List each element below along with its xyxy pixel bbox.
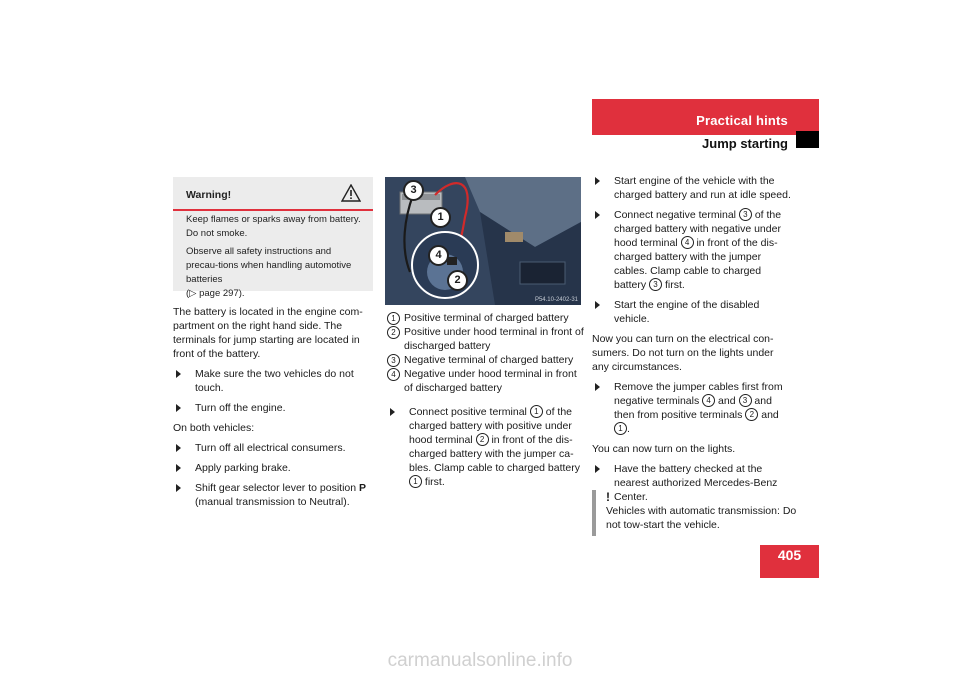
body-paragraph: Now you can turn on the electrical con-sumers. Do not turn on the lights under any circumstances. [592,333,774,373]
step-text: Turn off the engine. [195,402,286,414]
instruction-step [173,481,378,509]
header-section-box [592,99,819,135]
instruction-step [173,461,378,475]
step-text: of the charged battery with positive under hood terminal [409,406,573,446]
callout-number: 3 [387,354,400,367]
step-text: in front of the dis-charged battery with the jumper ca-bles. Clamp cable to charged battery [409,434,581,474]
bullet-arrow-icon [595,177,600,185]
callout-3: 3 [403,180,424,201]
step-text: . [627,423,630,435]
callout-number: 2 [745,408,758,421]
legend-item [387,311,585,325]
bullet-arrow-icon [595,383,600,391]
callout-number: 4 [387,368,400,381]
bullet-arrow-icon [176,404,181,412]
column-1 [173,305,378,515]
note-text: Vehicles with automatic transmission: Do not tow-start the vehicle. [606,505,797,531]
step-text: Apply parking brake. [195,462,291,474]
callout-number: 2 [476,433,489,446]
legend-text: Negative under hood terminal in front of discharged battery [404,368,577,394]
warning-body [186,213,365,305]
warning-text: Keep flames or sparks away from battery. Do not smoke. [186,214,361,239]
step-text: Turn off all electrical consumers. [195,442,346,454]
legend-item [387,367,585,395]
instruction-step [387,405,585,489]
instruction-step [173,401,378,415]
column-3 [592,174,792,510]
warning-title: Warning! [186,189,232,201]
callout-number: 4 [681,236,694,249]
callout-number: 1 [387,312,400,325]
callout-number: 3 [739,394,752,407]
callout-number: 2 [387,326,400,339]
bullet-arrow-icon [176,484,181,492]
step-text: (manual transmission to Neutral). [195,496,350,508]
legend-text: Positive under hood terminal in front of discharged battery [404,326,584,352]
note-exclamation-icon: ! [606,490,610,504]
thumb-tab [796,131,819,148]
step-text: Connect positive terminal [409,406,530,418]
bullet-arrow-icon [595,211,600,219]
legend-text: Negative terminal of charged battery [404,354,574,366]
step-text: Remove the jumper cables first from negative terminals [614,381,783,407]
bullet-arrow-icon [176,444,181,452]
step-text: Make sure the two vehicles do not touch. [195,368,354,394]
step-text: first. [422,476,445,488]
step-text: Start the engine of the disabled vehicle. [614,299,760,325]
bullet-arrow-icon [390,408,395,416]
step-text: and [758,409,779,421]
instruction-step [592,380,792,436]
callout-2: 2 [447,270,468,291]
legend-text: Positive terminal of charged battery [404,312,569,324]
step-text: first. [662,279,685,291]
step-text: Connect negative terminal [614,209,739,221]
step-text: and then from positive terminals [614,395,772,421]
bullet-arrow-icon [176,370,181,378]
instruction-step [592,298,792,326]
section-title: Practical hints [696,113,788,128]
bullet-arrow-icon [595,301,600,309]
legend-item [387,353,585,367]
instruction-step [173,367,378,395]
step-text: in front of the dis-charged battery with the jumper cables. Clamp cable to charged battery [614,237,778,291]
instruction-step [592,208,792,292]
figure-code: P54.10-2402-31 [534,297,578,303]
callout-1: 1 [430,207,451,228]
warning-text: Observe all safety instructions and precau-tions when handling automotive batteries [186,246,352,285]
warning-page-ref: (▷ page 297). [186,288,245,299]
warning-divider [173,209,373,211]
watermark: carmanualsonline.info [387,650,573,671]
step-text: Start engine of the vehicle with the charged battery and run at idle speed. [614,175,791,201]
instruction-step [173,441,378,455]
step-text: and [715,395,739,407]
callout-number: 1 [614,422,627,435]
intro-paragraph: The battery is located in the engine com-partment on the right hand side. The terminals for jump starting are located in front of the battery. [173,306,363,360]
jump-start-illustration [385,177,581,305]
step-text: Have the battery checked at the nearest authorized Mercedes-Benz Center. [614,463,778,503]
callout-number: 3 [649,278,662,291]
callout-number: 1 [409,475,422,488]
note-box [592,490,806,536]
subsection-title: Jump starting [702,136,788,151]
warning-box [173,177,373,299]
on-both-label: On both vehicles: [173,422,255,434]
step-text: Shift gear selector lever to position [195,482,360,494]
instruction-step [592,174,792,202]
body-paragraph: You can now turn on the lights. [592,443,736,455]
gear-position: P [359,482,367,494]
warning-triangle-icon [341,184,361,202]
callout-number: 4 [702,394,715,407]
bullet-arrow-icon [595,465,600,473]
callout-number: 3 [739,208,752,221]
legend-item [387,325,585,353]
step-text: of the charged battery with negative under hood terminal [614,209,782,249]
column-2 [387,311,585,495]
callout-number: 1 [530,405,543,418]
callout-4: 4 [428,245,449,266]
bullet-arrow-icon [176,464,181,472]
page-number: 405 [760,545,819,578]
